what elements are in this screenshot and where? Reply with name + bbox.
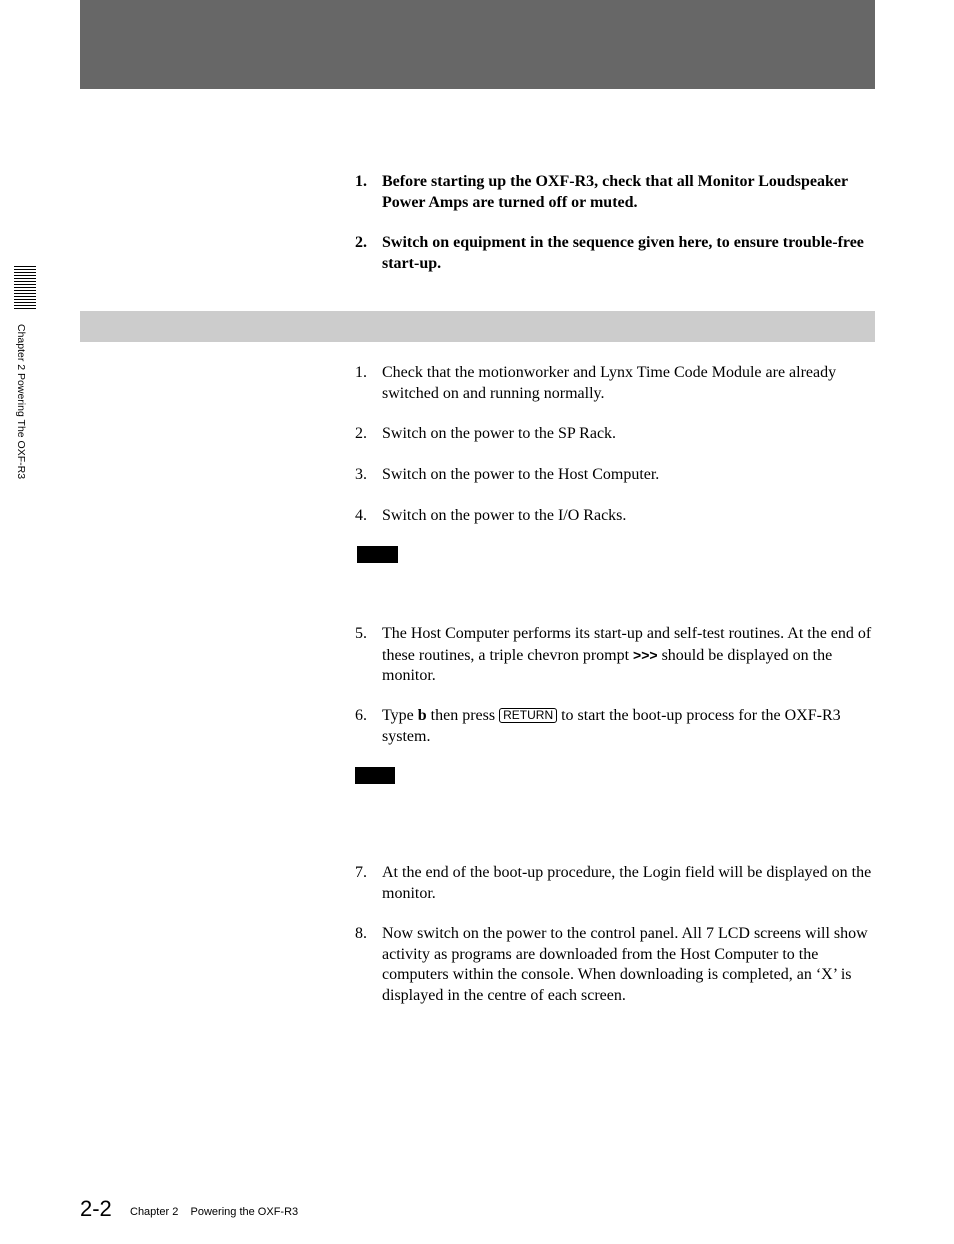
prompt-symbol: >>> — [633, 646, 658, 663]
item-number: 1. — [355, 173, 367, 190]
side-chapter-label: Chapter 2 Powering The OXF-R3 — [15, 324, 27, 480]
item-number: 6. — [355, 707, 367, 724]
item-text: Now switch on the power to the control panel. All 7 LCD screens will show activity as programs are downloaded from the Host Computer to the computers within the console. When downloading is completed, an ‘X’ is displayed in the centre of each screen. — [382, 925, 868, 1004]
step-item — [355, 363, 880, 404]
step-text-part: The Host Computer performs its start-up and self-test routines. At the end of these routines, a triple chevron prompt — [382, 625, 872, 664]
precaution-item — [355, 233, 880, 274]
step-text-part: Type — [382, 707, 418, 724]
step-item — [355, 624, 880, 687]
step-item — [355, 924, 880, 1006]
step-item — [355, 863, 880, 904]
item-number: 5. — [355, 625, 367, 642]
item-text: Switch on the power to the SP Rack. — [382, 425, 617, 442]
item-number: 2. — [355, 234, 367, 251]
item-number: 7. — [355, 864, 367, 881]
item-text: Switch on the power to the Host Computer. — [382, 466, 660, 483]
step-item — [355, 506, 880, 527]
step-text-part: should be displayed on the monitor. — [382, 646, 833, 684]
item-number: 1. — [355, 364, 367, 381]
page-number: 2-2 — [80, 1196, 112, 1221]
item-number: 8. — [355, 925, 367, 942]
item-text: Switch on equipment in the sequence given here, to ensure trouble-free start-up. — [382, 234, 864, 272]
item-text: At the end of the boot-up procedure, the Login field will be displayed on the monitor. — [382, 864, 872, 902]
step-item — [355, 424, 880, 445]
item-text — [382, 624, 880, 687]
command-letter: b — [417, 707, 427, 724]
note-marker — [355, 767, 395, 784]
footer-chapter-title: Chapter 2 Powering the OXF-R3 — [130, 1206, 299, 1218]
return-key-symbol: RETURN — [499, 708, 557, 723]
step-item — [355, 706, 880, 747]
item-number: 2. — [355, 425, 367, 442]
section-heading-band — [80, 311, 875, 342]
item-number: 3. — [355, 466, 367, 483]
item-text: Check that the motionworker and Lynx Time Code Module are already switched on and running normally. — [382, 364, 837, 402]
step-item — [355, 465, 880, 486]
header-band — [80, 0, 875, 89]
chapter-tab-marker — [14, 266, 36, 311]
note-marker — [357, 546, 398, 563]
item-text — [382, 706, 880, 747]
step-text-part: to start the boot-up process for the OXF-R3 system. — [382, 707, 841, 745]
item-number: 4. — [355, 507, 367, 524]
item-text: Switch on the power to the I/O Racks. — [382, 507, 627, 524]
step-text-part: then press — [426, 707, 500, 724]
precaution-item — [355, 172, 880, 213]
item-text: Before starting up the OXF-R3, check that all Monitor Loudspeaker Power Amps are turned off or muted. — [382, 173, 848, 211]
